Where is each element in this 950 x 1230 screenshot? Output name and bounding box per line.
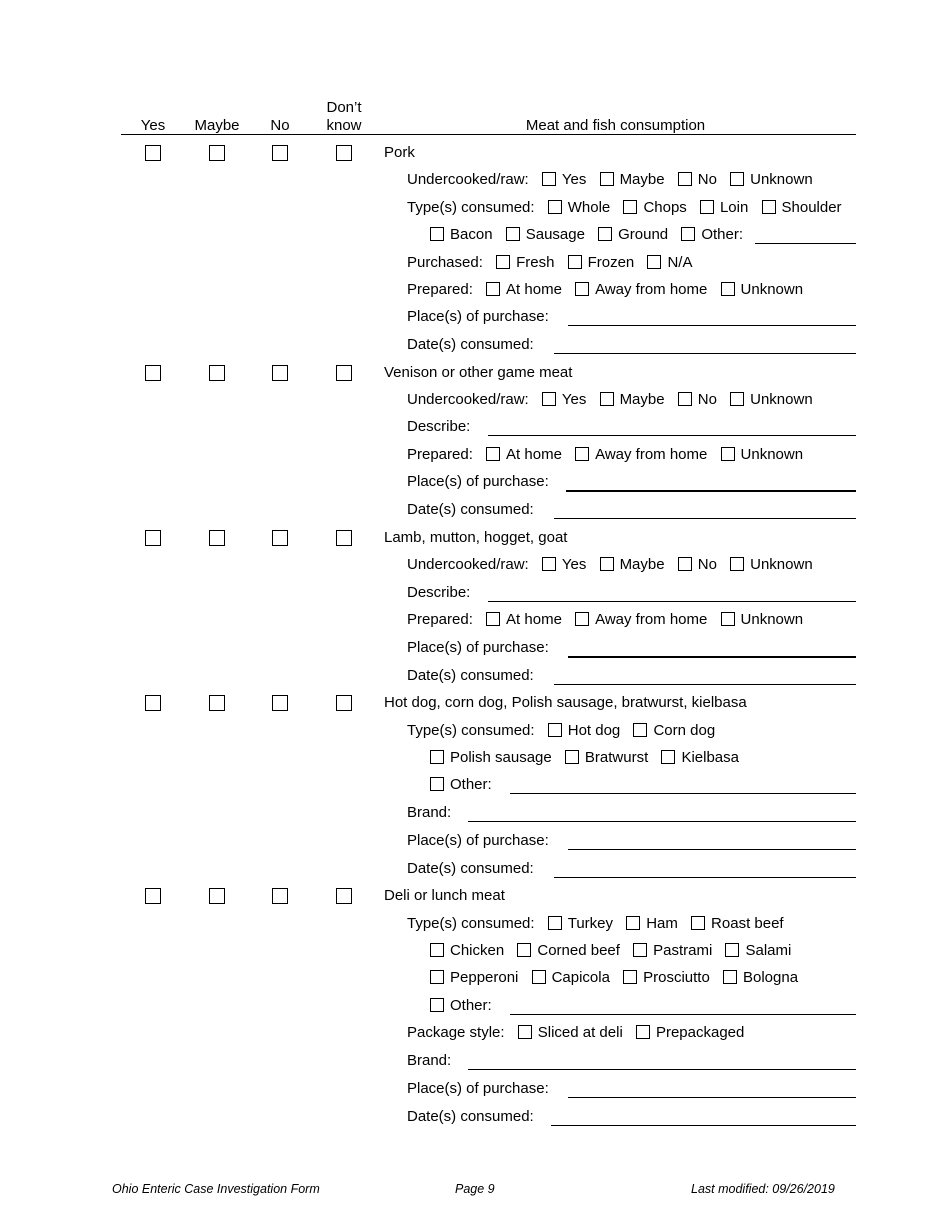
deli-type-bologna[interactable]: Bologna xyxy=(723,969,798,986)
pork-types-row2 xyxy=(430,226,743,244)
lamb-title: Lamb, mutton, hogget, goat xyxy=(384,529,568,546)
hotdog-other-input-line[interactable] xyxy=(510,793,856,794)
hotdog-other-row xyxy=(430,776,492,794)
lamb-no-checkbox[interactable] xyxy=(272,530,288,548)
venison-describe-label: Describe: xyxy=(407,418,471,435)
pork-type-other[interactable]: Other: xyxy=(681,226,743,243)
col-header-maybe: Maybe xyxy=(194,117,240,134)
venison-dates-label: Date(s) consumed: xyxy=(407,501,534,518)
deli-types-label: Type(s) consumed: xyxy=(407,915,535,932)
pork-no-checkbox[interactable] xyxy=(272,145,288,163)
pork-type-bacon[interactable]: Bacon xyxy=(430,226,493,243)
lamb-undercooked-yes[interactable]: Yes xyxy=(542,556,586,573)
deli-types-row2 xyxy=(430,942,791,960)
lamb-prepared-unknown[interactable]: Unknown xyxy=(721,611,804,628)
deli-type-chicken[interactable]: Chicken xyxy=(430,942,504,959)
deli-place-label: Place(s) of purchase: xyxy=(407,1080,549,1097)
venison-describe-input-line[interactable] xyxy=(488,435,856,436)
venison-undercooked-unknown[interactable]: Unknown xyxy=(730,391,813,408)
lamb-undercooked-maybe[interactable]: Maybe xyxy=(600,556,665,573)
hotdog-brand-label: Brand: xyxy=(407,804,452,821)
lamb-undercooked-label: Undercooked/raw: xyxy=(407,556,529,573)
pork-prepared-unknown[interactable]: Unknown xyxy=(721,281,804,298)
lamb-dates-input-line[interactable] xyxy=(554,684,856,685)
lamb-prepared-label: Prepared: xyxy=(407,611,473,628)
footer-last-modified: Last modified: 09/26/2019 xyxy=(691,1182,835,1196)
venison-undercooked-yes[interactable]: Yes xyxy=(542,391,586,408)
col-header-dont-know: Don’t know xyxy=(326,99,362,134)
venison-prepared-label: Prepared: xyxy=(407,446,473,463)
pork-type-ground[interactable]: Ground xyxy=(598,226,668,243)
lamb-prepared-home[interactable]: At home xyxy=(486,611,562,628)
pork-prepared-label: Prepared: xyxy=(407,281,473,298)
lamb-describe-label: Describe: xyxy=(407,584,471,601)
hotdog-maybe-checkbox[interactable] xyxy=(209,695,225,713)
lamb-maybe-checkbox[interactable] xyxy=(209,530,225,548)
pork-undercooked-yes[interactable]: Yes xyxy=(542,171,586,188)
pork-purchased-row xyxy=(407,254,692,272)
deli-type-turkey[interactable]: Turkey xyxy=(548,915,613,932)
hotdog-no-checkbox[interactable] xyxy=(272,695,288,713)
pork-type-sausage[interactable]: Sausage xyxy=(506,226,585,243)
col-header-yes: Yes xyxy=(140,117,166,134)
pork-purchased-fresh[interactable]: Fresh xyxy=(496,254,554,271)
hotdog-place-label: Place(s) of purchase: xyxy=(407,832,549,849)
deli-other-input-line[interactable] xyxy=(510,1014,856,1015)
pork-prepared-home[interactable]: At home xyxy=(486,281,562,298)
pork-undercooked-label: Undercooked/raw: xyxy=(407,171,529,188)
deli-brand-label: Brand: xyxy=(407,1052,452,1069)
col-header-no: No xyxy=(270,117,290,134)
hotdog-type-polish[interactable]: Polish sausage xyxy=(430,749,552,766)
deli-dates-label: Date(s) consumed: xyxy=(407,1108,534,1125)
deli-types-row3 xyxy=(430,969,798,987)
pork-undercooked-row xyxy=(407,171,813,189)
hotdog-place-input-line[interactable] xyxy=(568,849,856,850)
venison-undercooked-maybe[interactable]: Maybe xyxy=(600,391,665,408)
deli-package-prepackaged[interactable]: Prepackaged xyxy=(636,1024,744,1041)
lamb-prepared-away[interactable]: Away from home xyxy=(575,611,707,628)
deli-yes-checkbox[interactable] xyxy=(145,888,161,906)
col-header-section: Meat and fish consumption xyxy=(525,117,706,134)
deli-place-input-line[interactable] xyxy=(568,1097,856,1098)
hotdog-type-other[interactable]: Other: xyxy=(430,776,492,793)
pork-type-loin[interactable]: Loin xyxy=(700,199,748,216)
deli-maybe-checkbox[interactable] xyxy=(209,888,225,906)
deli-types-row xyxy=(407,915,784,933)
venison-undercooked-row xyxy=(407,391,813,409)
hotdog-types-row2 xyxy=(430,749,739,767)
pork-prepared-away[interactable]: Away from home xyxy=(575,281,707,298)
venison-prepared-away[interactable]: Away from home xyxy=(575,446,707,463)
venison-yes-checkbox[interactable] xyxy=(145,365,161,383)
pork-type-chops[interactable]: Chops xyxy=(623,199,686,216)
header-divider xyxy=(121,134,856,135)
hotdog-yes-checkbox[interactable] xyxy=(145,695,161,713)
lamb-prepared-row xyxy=(407,611,803,629)
pork-yes-checkbox[interactable] xyxy=(145,145,161,163)
venison-title: Venison or other game meat xyxy=(384,364,573,381)
venison-dates-input-line[interactable] xyxy=(554,518,856,519)
deli-type-capicola[interactable]: Capicola xyxy=(532,969,610,986)
hotdog-type-kielbasa[interactable]: Kielbasa xyxy=(661,749,739,766)
hotdog-type-hotdog[interactable]: Hot dog xyxy=(548,722,621,739)
pork-maybe-checkbox[interactable] xyxy=(209,145,225,163)
venison-prepared-home[interactable]: At home xyxy=(486,446,562,463)
venison-undercooked-no[interactable]: No xyxy=(678,391,717,408)
deli-type-ham[interactable]: Ham xyxy=(626,915,678,932)
lamb-place-label: Place(s) of purchase: xyxy=(407,639,549,656)
venison-place-input-line[interactable] xyxy=(566,490,856,492)
deli-package-sliced[interactable]: Sliced at deli xyxy=(518,1024,623,1041)
pork-purchased-label: Purchased: xyxy=(407,254,483,271)
hotdog-types-label: Type(s) consumed: xyxy=(407,722,535,739)
pork-dates-label: Date(s) consumed: xyxy=(407,336,534,353)
hotdog-dont-know-checkbox[interactable] xyxy=(336,695,352,713)
deli-type-roastbeef[interactable]: Roast beef xyxy=(691,915,784,932)
venison-no-checkbox[interactable] xyxy=(272,365,288,383)
hotdog-types-row xyxy=(407,722,715,740)
deli-type-other[interactable]: Other: xyxy=(430,997,492,1014)
deli-brand-input-line[interactable] xyxy=(468,1069,856,1070)
pork-types-row xyxy=(407,199,842,217)
pork-undercooked-maybe[interactable]: Maybe xyxy=(600,171,665,188)
deli-type-prosciutto[interactable]: Prosciutto xyxy=(623,969,710,986)
pork-other-input-line[interactable] xyxy=(755,243,856,244)
pork-dont-know-checkbox[interactable] xyxy=(336,145,352,163)
deli-title: Deli or lunch meat xyxy=(384,887,505,904)
venison-dont-know-checkbox[interactable] xyxy=(336,365,352,383)
pork-undercooked-unknown[interactable]: Unknown xyxy=(730,171,813,188)
deli-other-row xyxy=(430,997,492,1015)
pork-purchased-na[interactable]: N/A xyxy=(647,254,692,271)
lamb-undercooked-no[interactable]: No xyxy=(678,556,717,573)
pork-place-input-line[interactable] xyxy=(568,325,856,326)
deli-dates-input-line[interactable] xyxy=(551,1125,856,1126)
deli-package-row xyxy=(407,1024,744,1042)
deli-type-salami[interactable]: Salami xyxy=(725,942,791,959)
pork-undercooked-no[interactable]: No xyxy=(678,171,717,188)
deli-dont-know-checkbox[interactable] xyxy=(336,888,352,906)
venison-prepared-row xyxy=(407,446,803,464)
lamb-describe-input-line[interactable] xyxy=(488,601,856,602)
hotdog-type-bratwurst[interactable]: Bratwurst xyxy=(565,749,648,766)
venison-undercooked-label: Undercooked/raw: xyxy=(407,391,529,408)
lamb-dont-know-checkbox[interactable] xyxy=(336,530,352,548)
pork-dates-input-line[interactable] xyxy=(554,353,856,354)
hotdog-dates-input-line[interactable] xyxy=(554,877,856,878)
pork-type-whole[interactable]: Whole xyxy=(548,199,611,216)
venison-maybe-checkbox[interactable] xyxy=(209,365,225,383)
pork-title: Pork xyxy=(384,144,415,161)
lamb-dates-label: Date(s) consumed: xyxy=(407,667,534,684)
lamb-yes-checkbox[interactable] xyxy=(145,530,161,548)
venison-prepared-unknown[interactable]: Unknown xyxy=(721,446,804,463)
pork-prepared-row xyxy=(407,281,803,299)
hotdog-title: Hot dog, corn dog, Polish sausage, bratwurst, kielbasa xyxy=(384,694,747,711)
hotdog-type-corndog[interactable]: Corn dog xyxy=(633,722,715,739)
lamb-undercooked-unknown[interactable]: Unknown xyxy=(730,556,813,573)
deli-type-pepperoni[interactable]: Pepperoni xyxy=(430,969,518,986)
deli-type-cornedbeef[interactable]: Corned beef xyxy=(517,942,620,959)
lamb-undercooked-row xyxy=(407,556,813,574)
deli-package-label: Package style: xyxy=(407,1024,505,1041)
lamb-place-input-line[interactable] xyxy=(568,656,856,658)
deli-type-pastrami[interactable]: Pastrami xyxy=(633,942,712,959)
hotdog-brand-input-line[interactable] xyxy=(468,821,856,822)
venison-place-label: Place(s) of purchase: xyxy=(407,473,549,490)
hotdog-dates-label: Date(s) consumed: xyxy=(407,860,534,877)
deli-no-checkbox[interactable] xyxy=(272,888,288,906)
pork-types-label: Type(s) consumed: xyxy=(407,199,535,216)
pork-type-shoulder[interactable]: Shoulder xyxy=(762,199,842,216)
pork-place-label: Place(s) of purchase: xyxy=(407,308,549,325)
footer-page-number: Page 9 xyxy=(455,1182,495,1196)
footer-form-name: Ohio Enteric Case Investigation Form xyxy=(112,1182,320,1196)
pork-purchased-frozen[interactable]: Frozen xyxy=(568,254,635,271)
